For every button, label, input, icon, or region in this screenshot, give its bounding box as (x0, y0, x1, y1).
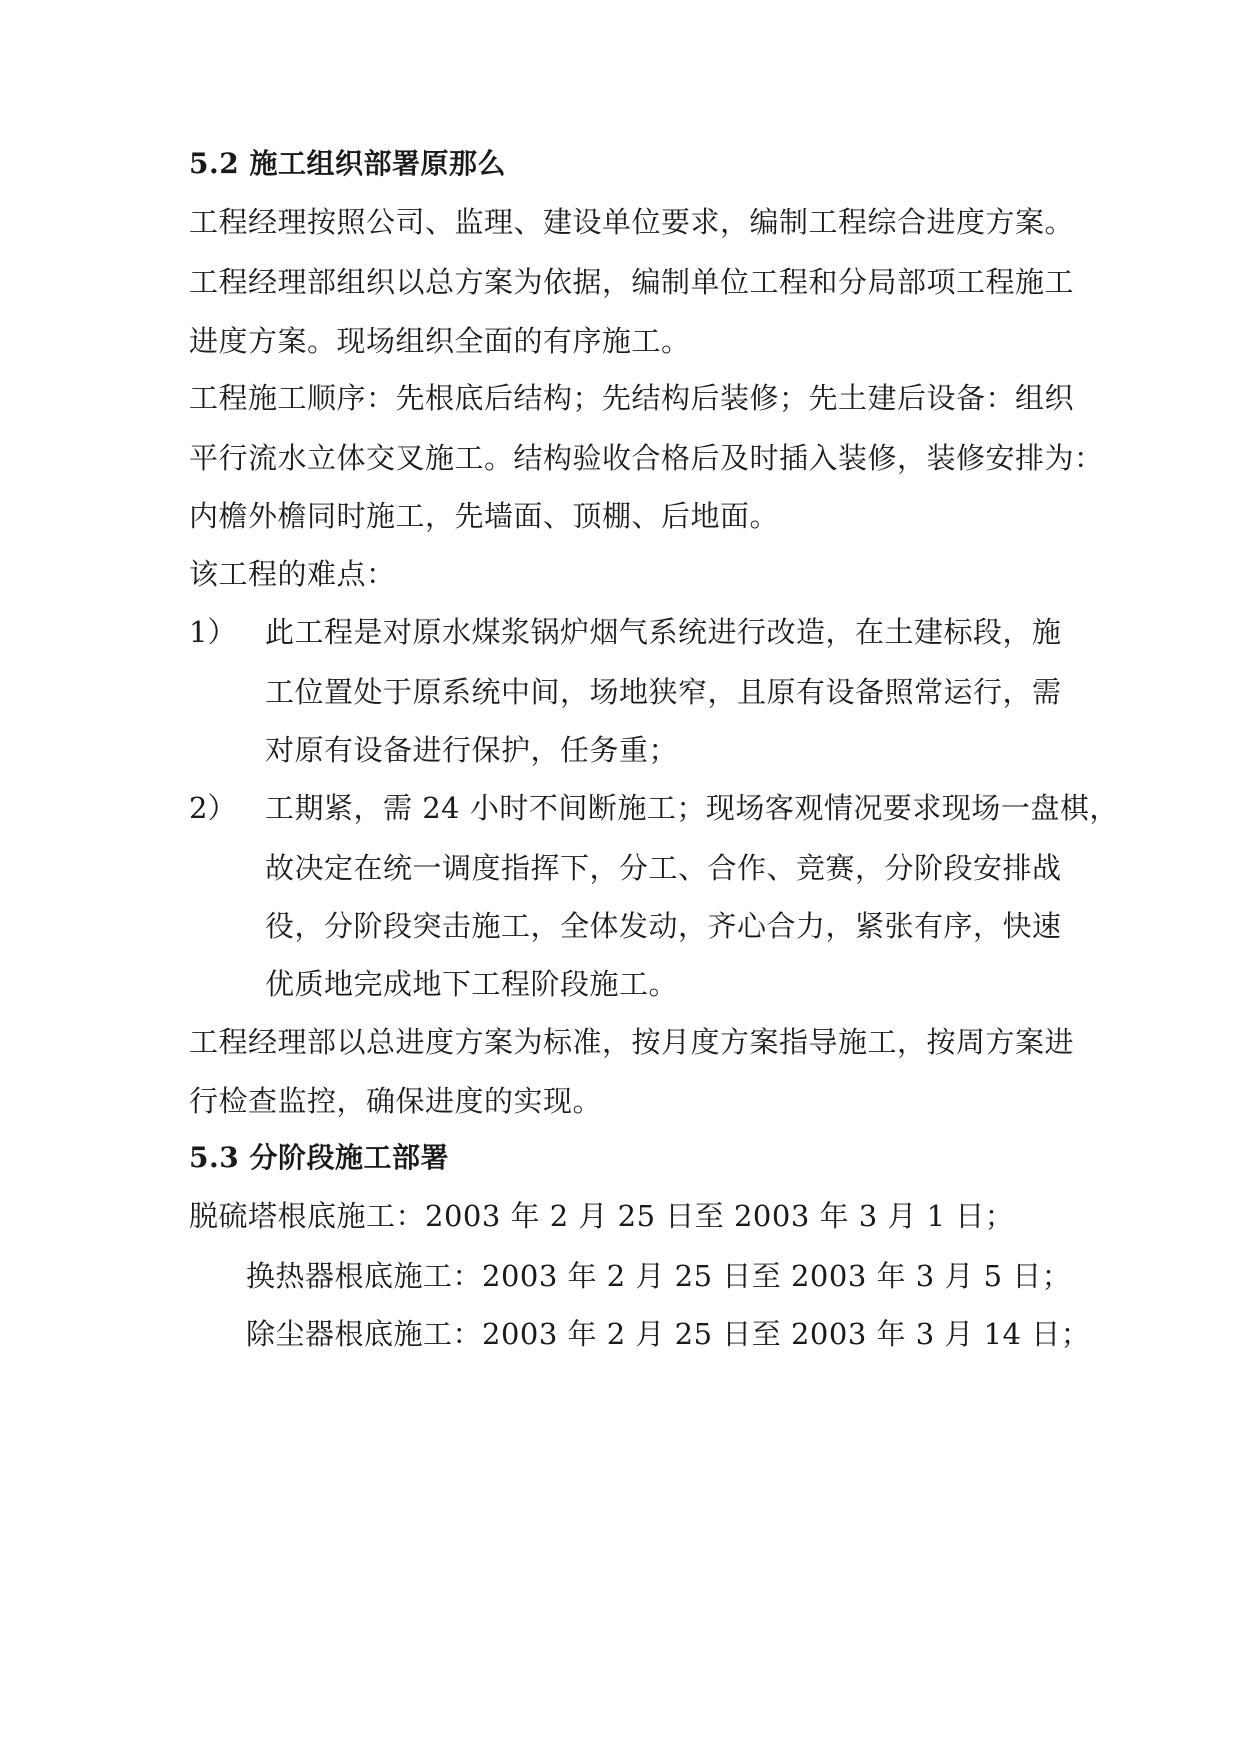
list-item-line: 优质地完成地下工程阶段施工。 (265, 967, 679, 1001)
paragraph-line: 行检查监控，确保进度的实现。 (189, 1084, 603, 1118)
difficulty-label: 该工程的难点： (189, 557, 396, 591)
list-item-line: 故决定在统一调度指挥下，分工、合作、竞赛，分阶段安排战 (265, 851, 1062, 885)
list-item-line: 工期紧，需 24 小时不间断施工；现场客观情况要求现场一盘棋， (265, 791, 1119, 825)
paragraph-line: 工程经理按照公司、监理、建设单位要求，编制工程综合进度方案。 (189, 205, 1075, 239)
schedule-line: 换热器根底施工：2003 年 2 月 25 日至 2003 年 3 月 5 日； (246, 1259, 1072, 1293)
list-item-line: 役，分阶段突击施工，全体发动，齐心合力，紧张有序，快速 (265, 909, 1062, 943)
list-item-line: 工位置处于原系统中间，场地狭窄，且原有设备照常运行，需 (265, 675, 1062, 709)
paragraph-line: 进度方案。现场组织全面的有序施工。 (189, 324, 691, 358)
paragraph-line: 工程经理部以总进度方案为标准，按月度方案指导施工，按周方案进 (189, 1025, 1075, 1059)
list-item-number: 1） (189, 615, 237, 649)
paragraph-line: 内檐外檐同时施工，先墙面、顶棚、后地面。 (189, 499, 780, 533)
paragraph-line: 平行流水立体交叉施工。结构验收合格后及时插入装修，装修安排为： (189, 441, 1104, 475)
list-item-line: 此工程是对原水煤浆锅炉烟气系统进行改造，在土建标段，施 (265, 615, 1062, 649)
paragraph-line: 工程经理部组织以总方案为依据，编制单位工程和分局部项工程施工 (189, 265, 1075, 299)
paragraph-line: 工程施工顺序：先根底后结构；先结构后装修；先土建后设备：组织 (189, 381, 1075, 415)
section-heading-5-3: 5.3 分阶段施工部署 (189, 1141, 449, 1174)
list-item-line: 对原有设备进行保护，任务重； (265, 733, 679, 767)
schedule-line: 脱硫塔根底施工：2003 年 2 月 25 日至 2003 年 3 月 1 日； (189, 1199, 1015, 1233)
section-heading-5-2: 5.2 施工组织部署原那么 (189, 147, 506, 180)
list-item-number: 2） (189, 791, 237, 825)
schedule-line: 除尘器根底施工：2003 年 2 月 25 日至 2003 年 3 月 14 日； (246, 1317, 1091, 1351)
